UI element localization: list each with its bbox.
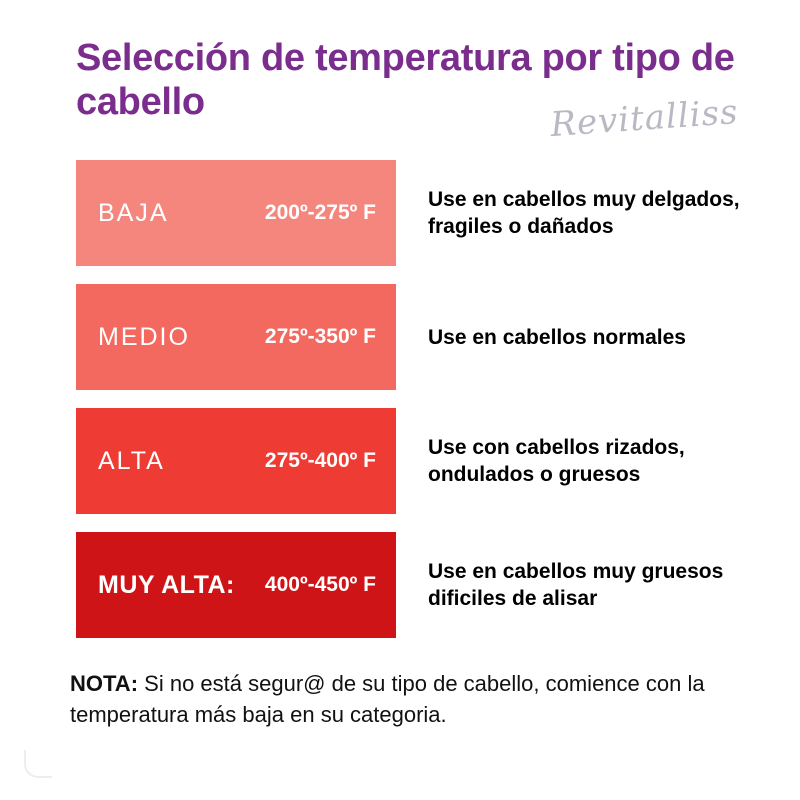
description-text: Use con cabellos rizados, ondulados o gruesos	[428, 436, 685, 486]
range-label: 275º-400º F	[264, 449, 376, 472]
level-label: MEDIO	[98, 322, 190, 351]
table-row	[76, 408, 748, 514]
temperature-table	[76, 160, 748, 656]
note-text: Si no está segur@ de su tipo de cabello, comience con la temperatura más baja en su categoria.	[70, 671, 705, 727]
level-label: BAJA	[98, 198, 169, 227]
corner-decoration	[24, 750, 52, 778]
range-label: 275º-350º F	[264, 325, 376, 348]
description-text: Use en cabellos normales	[428, 325, 686, 349]
swatch-very-high	[76, 532, 396, 638]
swatch-low	[76, 160, 396, 266]
brand-wordmark: Revitalliss	[548, 92, 740, 146]
note-label: NOTA:	[70, 671, 139, 696]
table-row	[76, 532, 748, 638]
swatch-high	[76, 408, 396, 514]
note-block	[70, 668, 770, 730]
level-label: ALTA	[98, 446, 165, 475]
table-row	[76, 284, 748, 390]
range-label: 200º-275º F	[264, 201, 376, 224]
level-label: MUY ALTA:	[98, 570, 235, 599]
page-title: Selección de temperatura por tipo de cabello	[76, 37, 735, 123]
table-row	[76, 160, 748, 266]
description-text: Use en cabellos muy delgados, fragiles o dañados	[428, 188, 740, 238]
range-label: 400º-450º F	[264, 573, 376, 596]
description-text: Use en cabellos muy gruesos dificiles de alisar	[428, 560, 724, 610]
swatch-medium	[76, 284, 396, 390]
